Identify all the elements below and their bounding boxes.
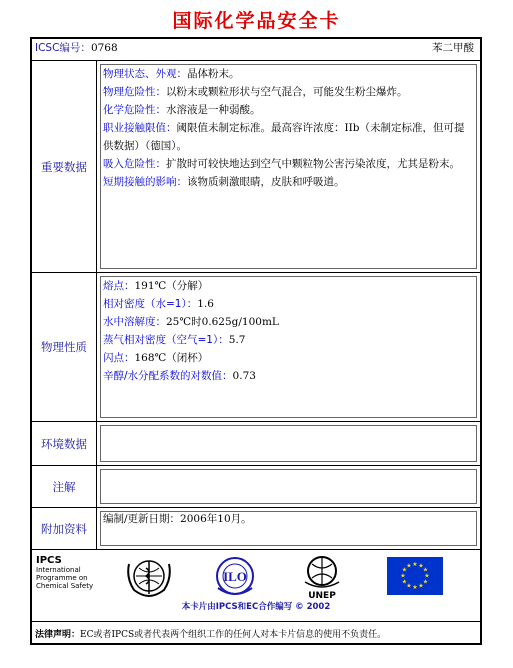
- physical-item: 闪点：168℃（闭杯）: [103, 352, 209, 364]
- physical-item: 蒸气相对密度（空气=1）：5.7: [103, 334, 246, 346]
- section-label-important: 重要数据: [32, 61, 97, 272]
- safety-card: [30, 37, 482, 645]
- svg-text:★: ★: [418, 562, 424, 570]
- svg-text:★: ★: [422, 578, 429, 586]
- physical-item: 辛醇/水分配系数的对数值：0.73: [103, 370, 256, 382]
- legal-notice: [32, 621, 480, 645]
- section-label-physical: 物理性质: [32, 273, 97, 421]
- section-content-notes: [100, 469, 477, 504]
- legal-text: EC或者IPCS或者代表两个组织工作的任何人对本卡片信息的使用不负责任。: [80, 630, 387, 640]
- important-item: 职业接触限值：阈限值未制定标准。最高容许浓度：IIb（未制定标准，但可提供数据）（德国）。: [103, 122, 465, 152]
- svg-text:★: ★: [406, 582, 412, 590]
- svg-text:★: ★: [401, 566, 408, 574]
- svg-text:★: ★: [424, 572, 430, 580]
- unep-emblem-icon: [297, 554, 347, 600]
- svg-text:ILO: ILO: [223, 569, 247, 584]
- svg-text:★: ★: [401, 578, 408, 586]
- logo-strip: [32, 549, 480, 621]
- ipcs-logo: IPCS International Programme on Chemical Safety: [36, 555, 94, 590]
- eu-flag-icon: [387, 557, 443, 595]
- section-environment: [32, 421, 480, 465]
- important-item: 物理状态、外观：晶体粉末。: [103, 68, 240, 80]
- chemical-name: 苯二甲酸: [432, 42, 474, 54]
- section-content-important: [100, 64, 477, 269]
- svg-text:★: ★: [400, 572, 406, 580]
- card-header: [32, 39, 480, 58]
- additional-text: 编制/更新日期：2006年10月。: [103, 513, 252, 525]
- svg-text:★: ★: [422, 566, 429, 574]
- important-item: 化学危险性：水溶液是一种弱酸。: [103, 104, 261, 116]
- section-additional: [32, 507, 480, 549]
- credit-line: 本卡片由IPCS和EC合作编写 © 2002: [181, 602, 331, 612]
- svg-text:★: ★: [418, 582, 424, 590]
- section-label-environment: 环境数据: [32, 422, 97, 465]
- physical-item: 相对密度（水=1）：1.6: [103, 298, 214, 310]
- svg-text:★: ★: [412, 584, 418, 591]
- icsc-number-label: ICSC编号：0768: [35, 42, 118, 54]
- section-label-additional: 附加资料: [32, 508, 97, 549]
- svg-text:★: ★: [412, 561, 418, 568]
- physical-item: 水中溶解度：25℃时0.625g/100mL: [103, 316, 279, 328]
- physical-item: 熔点：191℃（分解）: [103, 280, 209, 292]
- svg-text:UNEP: UNEP: [308, 591, 336, 600]
- ilo-emblem-icon: [212, 556, 258, 600]
- important-item: 短期接触的影响：该物质刺激眼睛，皮肤和呼吸道。: [103, 176, 345, 188]
- who-emblem-icon: [124, 556, 174, 600]
- section-notes: [32, 465, 480, 507]
- section-label-notes: 注解: [32, 466, 97, 507]
- section-content-physical: [100, 276, 477, 418]
- legal-label: 法律声明：: [35, 630, 81, 640]
- section-content-environment: [100, 425, 477, 462]
- important-item: 物理危险性：以粉末或颗粒形状与空气混合，可能发生粉尘爆炸。: [103, 86, 408, 98]
- icsc-number: 0768: [90, 42, 118, 54]
- important-item: 吸入危险性：扩散时可较快地达到空气中颗粒物公害污染浓度，尤其是粉末。: [103, 158, 460, 170]
- section-physical: [32, 272, 480, 421]
- section-important: [32, 60, 480, 272]
- page-title: 国际化学品安全卡: [172, 10, 341, 32]
- svg-text:★: ★: [406, 562, 412, 570]
- section-content-additional: [100, 511, 477, 546]
